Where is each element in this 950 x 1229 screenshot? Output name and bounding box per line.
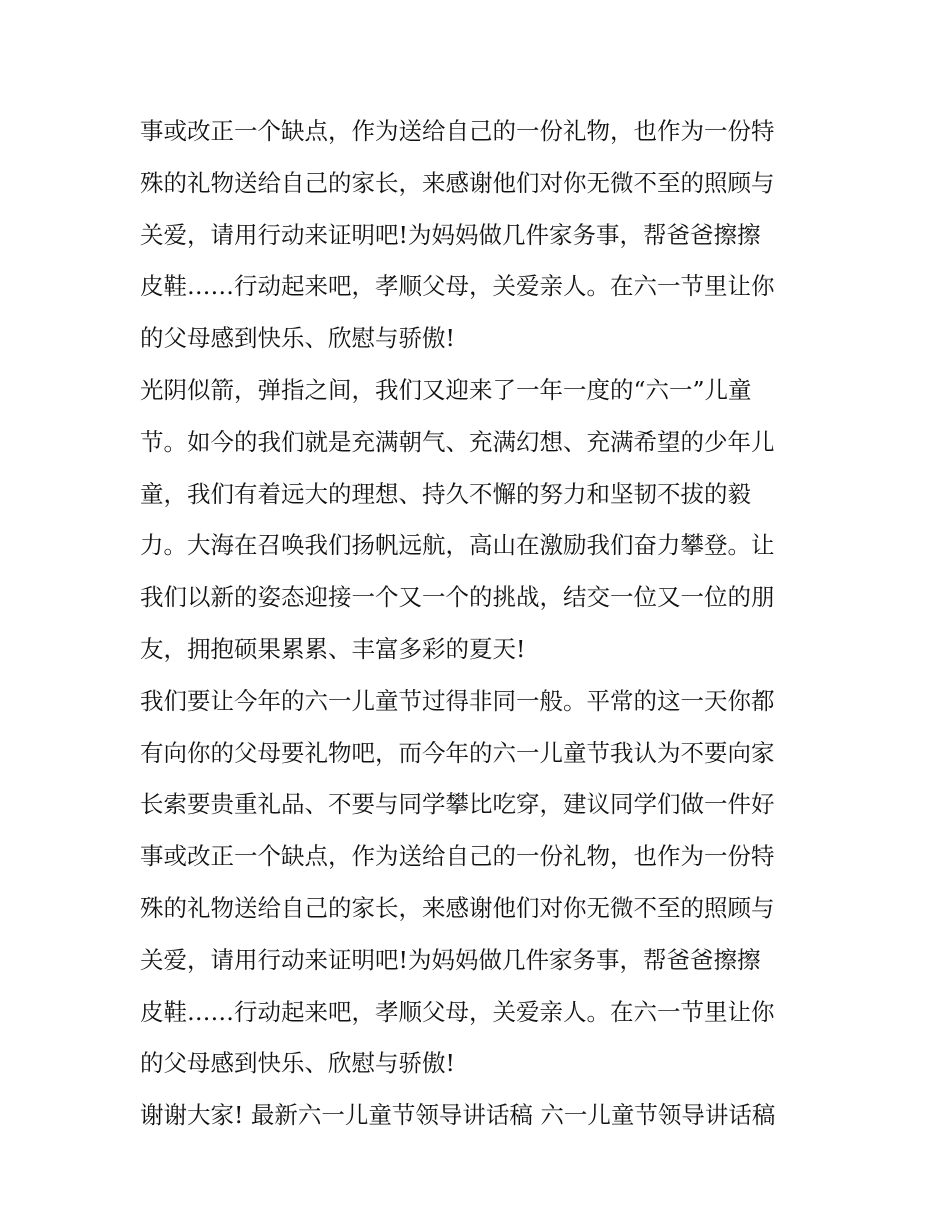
text-line: 我们以新的姿态迎接一个又一个的挑战，结交一位又一位的朋 [140, 583, 775, 612]
text-line: 友，拥抱硕果累累、丰富多彩的夏天! [140, 634, 526, 663]
text-line: 事或改正一个缺点，作为送给自己的一份礼物，也作为一份特 [140, 117, 775, 145]
text-line: 我们要让今年的六一儿童节过得非同一般。平常的这一天你都 [140, 686, 775, 715]
text-line: 关爱，请用行动来证明吧!为妈妈做几件家务事，帮爸爸擦擦 [140, 220, 761, 249]
text-line: 有向你的父母要礼物吧，而今年的六一儿童节我认为不要向家 [140, 738, 775, 767]
text-line: 谢谢大家! 最新六一儿童节领导讲话稿 六一儿童节领导讲话稿 [140, 1101, 776, 1130]
text-line: 皮鞋……行动起来吧，孝顺父母，关爱亲人。在六一节里让你 [140, 997, 775, 1026]
text-line: 关爱，请用行动来证明吧!为妈妈做几件家务事，帮爸爸擦擦 [140, 945, 761, 974]
text-line: 长索要贵重礼品、不要与同学攀比吃穿，建议同学们做一件好 [140, 790, 775, 819]
text-line: 殊的礼物送给自己的家长，来感谢他们对你无微不至的照顾与 [140, 893, 775, 922]
text-line: 的父母感到快乐、欣慰与骄傲! [140, 324, 455, 353]
text-line: 童，我们有着远大的理想、持久不懈的努力和坚韧不拔的毅 [140, 479, 751, 508]
text-line: 的父母感到快乐、欣慰与骄傲! [140, 1049, 455, 1078]
document-body [140, 106, 820, 1142]
text-line: 事或改正一个缺点，作为送给自己的一份礼物，也作为一份特 [140, 842, 775, 871]
text-line: 光阴似箭，弹指之间，我们又迎来了一年一度的“六一”儿童 [140, 375, 752, 404]
text-line: 皮鞋……行动起来吧，孝顺父母，关爱亲人。在六一节里让你 [140, 272, 775, 301]
text-line: 殊的礼物送给自己的家长，来感谢他们对你无微不至的照顾与 [140, 168, 775, 197]
text-line: 力。大海在召唤我们扬帆远航，高山在激励我们奋力攀登。让 [140, 531, 775, 560]
text-line: 节。如今的我们就是充满朝气、充满幻想、充满希望的少年儿 [140, 427, 775, 456]
